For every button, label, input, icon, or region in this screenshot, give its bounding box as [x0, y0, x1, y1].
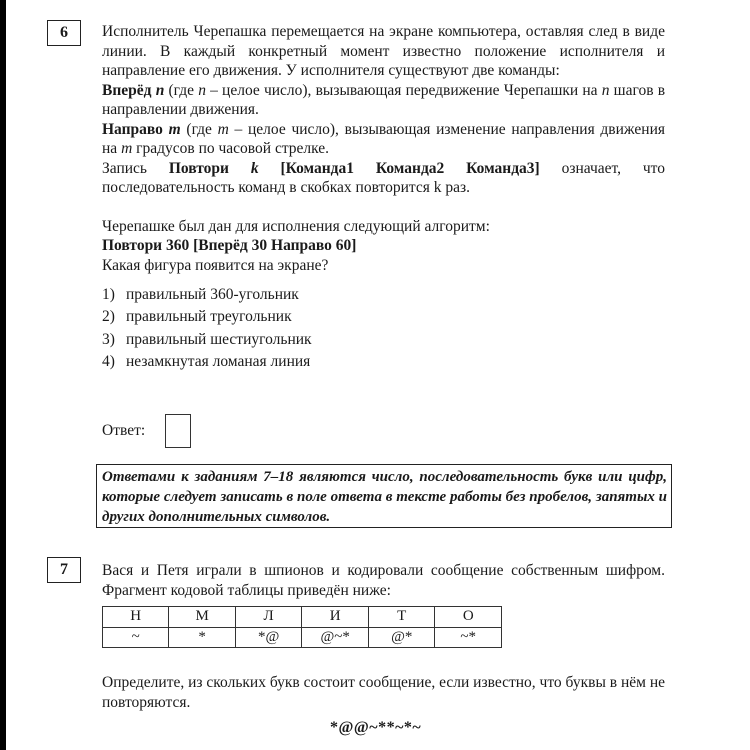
table-cell: Н [103, 607, 169, 628]
task-7-intro: Вася и Петя играли в шпионов и кодировали сообщение собственным шифром. Фрагмент кодовой таблицы приведён ниже: [102, 562, 665, 599]
table-cell: *@ [235, 627, 302, 648]
task-7-body [102, 561, 665, 600]
encoded-message: *@@~**~*~ [330, 719, 422, 736]
code-table [102, 606, 502, 648]
option-2[interactable]: 2) правильный треугольник [102, 308, 292, 325]
task-7-question-block [102, 673, 665, 712]
table-cell: М [169, 607, 235, 628]
scan-edge [0, 0, 6, 750]
task-6-record: Запись Повтори k [Команда1 Команда2 Команда3] означает, что последовательность команд в скобках повторится k раз. [102, 159, 666, 196]
answer-label: Ответ: [102, 422, 146, 440]
table-cell: Т [368, 607, 435, 628]
option-1[interactable]: 1) правильный 360-угольник [102, 285, 299, 303]
cmd-forward-arg: n [155, 81, 165, 99]
table-cell: ~ [103, 627, 169, 648]
task-6-body [102, 22, 665, 373]
task-6-intro: Исполнитель Черепашка перемещается на экране компьютера, оставляя след в виде линии. В каждый конкретный момент известно положение исполнителя и направление его движения. У исполнителя существуют две команды: [102, 23, 665, 79]
task-6-number: 6 [47, 20, 81, 46]
answer-input-box[interactable] [165, 414, 191, 448]
option-4[interactable]: 4) незамкнутая ломаная линия [102, 353, 311, 370]
task-6-command-right: Направо m (где m – целое число), вызывающая изменение направления движения на m градусов по часовой стрелке. [102, 120, 666, 157]
table-cell: ~* [435, 627, 502, 648]
table-cell: Л [235, 607, 302, 628]
option-3[interactable]: 3) правильный шестиугольник [102, 330, 312, 348]
task-6-command-forward: Вперёд n (где n – целое число), вызывающая передвижение Черепашки на n шагов в направлении движения. [102, 81, 666, 118]
task-7-question: Определите, из скольких букв состоит сообщение, если известно, что буквы в нём не повторяются. [102, 674, 665, 711]
cmd-right-arg: m [168, 120, 181, 138]
table-cell: @* [368, 627, 435, 648]
task-6-algorithm: Повтори 360 [Вперёд 30 Направо 60] [102, 237, 357, 254]
table-cell: * [169, 627, 235, 648]
cmd-right-name: Направо [102, 120, 163, 138]
code-table-codes-row [103, 627, 502, 648]
answer-instructions-notice: Ответами к заданиям 7–18 являются число, последовательность букв или цифр, которые следует записать в поле ответа в тексте работы без пробелов, запятых и других дополнительных символов. [96, 464, 672, 528]
task-6-given: Черепашке был дан для исполнения следующий алгоритм: [102, 217, 490, 235]
answer-row [102, 414, 191, 448]
table-cell: @~* [302, 627, 369, 648]
table-cell: И [302, 607, 369, 628]
task-7-number: 7 [47, 557, 81, 583]
cmd-forward-name: Вперёд [102, 81, 152, 99]
table-cell: О [435, 607, 502, 628]
code-table-letters-row [103, 607, 502, 628]
task-6-question: Какая фигура появится на экране? [102, 256, 329, 274]
